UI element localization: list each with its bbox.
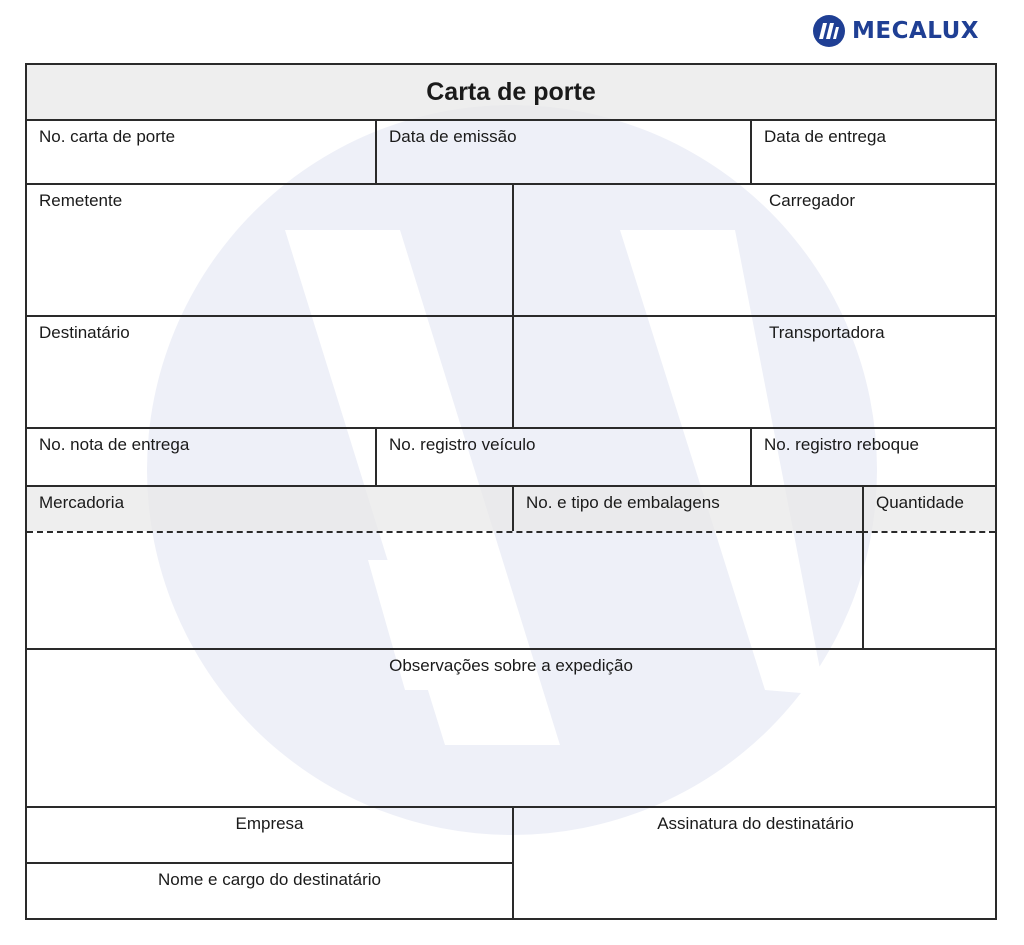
carta-de-porte-form: [25, 63, 997, 920]
no-registro-reboque-label: No. registro reboque: [764, 435, 919, 454]
form-title-bar: [27, 65, 995, 119]
mecalux-logo: [812, 14, 979, 48]
no-registro-veiculo-label: No. registro veículo: [389, 435, 536, 454]
assinatura-field[interactable]: [512, 806, 995, 918]
data-de-entrega-field[interactable]: [750, 119, 995, 183]
mecalux-logo-icon: [812, 14, 846, 48]
no-registro-veiculo-field[interactable]: [375, 427, 750, 485]
remetente-label: Remetente: [39, 191, 123, 210]
no-nota-de-entrega-label: No. nota de entrega: [39, 435, 190, 454]
mercadoria-header: [27, 485, 512, 531]
mercadoria-label: Mercadoria: [39, 493, 125, 512]
no-carta-de-porte-field[interactable]: [27, 119, 375, 183]
mecalux-logo-text: MECALUX: [852, 18, 980, 44]
carregador-label: Carregador: [769, 191, 855, 210]
observacoes-label: Observações sobre a expedição: [389, 656, 633, 675]
quantidade-label: Quantidade: [876, 493, 964, 512]
no-carta-de-porte-label: No. carta de porte: [39, 127, 176, 146]
quantidade-entry-area[interactable]: [862, 531, 995, 648]
no-registro-reboque-field[interactable]: [750, 427, 995, 485]
destinatario-field[interactable]: [27, 315, 512, 427]
embalagens-header: [512, 485, 862, 531]
remetente-field[interactable]: [27, 183, 512, 315]
transportadora-field[interactable]: [512, 315, 995, 427]
transportadora-label: Transportadora: [769, 323, 885, 342]
observacoes-field[interactable]: [27, 648, 995, 806]
data-de-emissao-label: Data de emissão: [389, 127, 517, 146]
form-title: Carta de porte: [426, 78, 596, 106]
carregador-field[interactable]: [512, 183, 995, 315]
data-de-entrega-label: Data de entrega: [764, 127, 886, 146]
embalagens-label: No. e tipo de embalagens: [526, 493, 720, 512]
assinatura-label: Assinatura do destinatário: [657, 814, 854, 833]
destinatario-label: Destinatário: [39, 323, 130, 342]
goods-entry-area[interactable]: [27, 531, 862, 648]
empresa-field[interactable]: [27, 806, 512, 862]
empresa-label: Empresa: [235, 814, 304, 833]
quantidade-header: [862, 485, 995, 531]
data-de-emissao-field[interactable]: [375, 119, 750, 183]
nome-cargo-field[interactable]: [27, 862, 512, 918]
no-nota-de-entrega-field[interactable]: [27, 427, 375, 485]
nome-cargo-label: Nome e cargo do destinatário: [157, 870, 382, 889]
